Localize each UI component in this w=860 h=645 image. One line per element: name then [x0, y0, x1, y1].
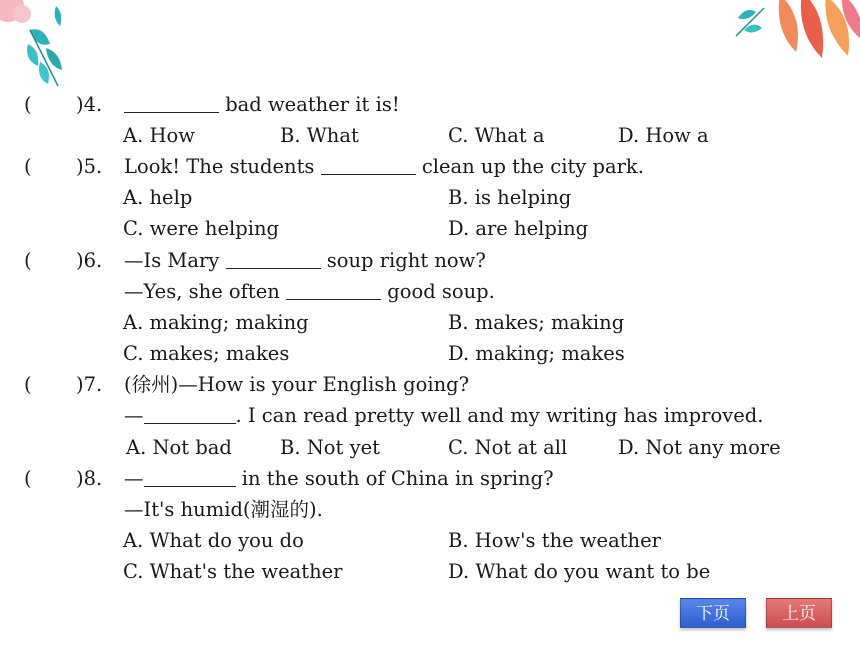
- floral-decoration-left-icon: [0, 0, 90, 95]
- option-b: B. How's the weather: [448, 529, 661, 552]
- option-c: C. Not at all: [448, 436, 568, 459]
- question-6-line2: [0, 278, 860, 306]
- answer-paren: (: [24, 249, 32, 272]
- question-text: — . I can read pretty well and my writing has improved.: [124, 404, 764, 427]
- option-a: A. Not bad: [126, 436, 232, 459]
- question-7-options: [0, 434, 860, 462]
- question-number: )7.: [76, 373, 103, 396]
- question-8-options-row2: [0, 558, 860, 586]
- answer-blank: [321, 154, 416, 175]
- option-d: D. making; makes: [448, 342, 625, 365]
- question-8-line2: [0, 496, 860, 524]
- question-5-stem: [0, 153, 860, 181]
- question-4-options: [0, 122, 860, 150]
- option-a: A. How: [123, 124, 195, 147]
- option-b: B. is helping: [448, 186, 572, 209]
- question-8-options-row1: [0, 527, 860, 555]
- answer-blank: [124, 92, 219, 113]
- option-d: D. What do you want to be: [448, 560, 711, 583]
- option-d: D. are helping: [448, 217, 589, 240]
- option-b: B. Not yet: [280, 436, 380, 459]
- option-c: C. makes; makes: [123, 342, 290, 365]
- question-5-options-row1: [0, 184, 860, 212]
- option-c: C. were helping: [123, 217, 280, 240]
- question-number: )8.: [76, 467, 103, 490]
- question-text: —Is Mary soup right now?: [124, 249, 486, 272]
- answer-paren: (: [24, 155, 32, 178]
- answer-paren: (: [24, 467, 32, 490]
- question-number: )5.: [76, 155, 103, 178]
- question-text: Look! The students clean up the city park.: [124, 155, 644, 178]
- question-6-options-row2: [0, 340, 860, 368]
- question-4-stem: [0, 91, 860, 119]
- option-c: C. What a: [448, 124, 545, 147]
- question-7-line1: [0, 371, 860, 399]
- question-text: — in the south of China in spring?: [124, 467, 554, 490]
- option-d: D. How a: [618, 124, 709, 147]
- option-c: C. What's the weather: [123, 560, 343, 583]
- question-7-line2: [0, 402, 860, 430]
- answer-paren: (: [24, 373, 32, 396]
- answer-paren: (: [24, 93, 32, 116]
- question-5-options-row2: [0, 215, 860, 243]
- question-number: )6.: [76, 249, 103, 272]
- question-6-line1: [0, 247, 860, 275]
- answer-blank: [144, 466, 236, 487]
- option-b: B. What: [280, 124, 359, 147]
- floral-decoration-right-icon: [730, 0, 860, 70]
- option-a: A. help: [123, 186, 193, 209]
- question-text: (徐州)—How is your English going?: [124, 373, 470, 396]
- next-page-button[interactable]: 下页: [680, 598, 746, 628]
- previous-page-button[interactable]: 上页: [766, 598, 832, 628]
- option-d: D. Not any more: [618, 436, 781, 459]
- option-a: A. making; making: [123, 311, 309, 334]
- question-number: )4.: [76, 93, 103, 116]
- question-text: bad weather it is!: [124, 91, 400, 119]
- answer-blank: [286, 279, 381, 300]
- question-text: —Yes, she often good soup.: [124, 280, 495, 303]
- option-b: B. makes; making: [448, 311, 625, 334]
- answer-blank: [144, 403, 236, 424]
- answer-blank: [226, 248, 321, 269]
- question-text: —It's humid(潮湿的).: [124, 498, 323, 521]
- question-6-options-row1: [0, 309, 860, 337]
- option-a: A. What do you do: [123, 529, 304, 552]
- question-8-line1: [0, 465, 860, 493]
